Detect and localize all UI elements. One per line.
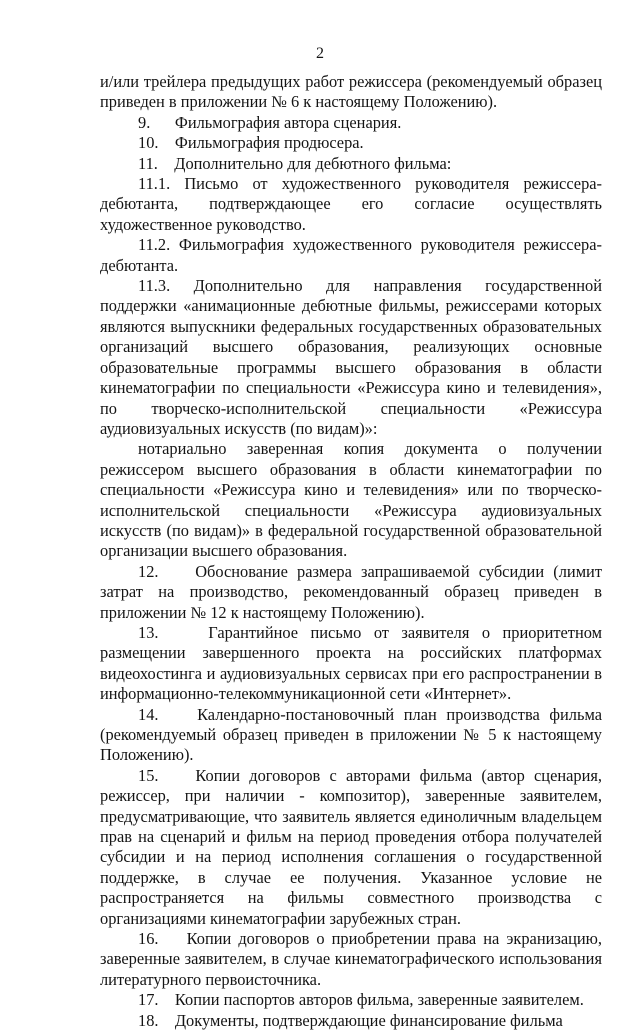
paragraph-item-9: 9. Фильмография автора сценария. bbox=[138, 112, 402, 132]
paragraph-item-10: 10. Фильмография продюсера. bbox=[138, 133, 364, 153]
paragraph-item-18: 18. Документы, подтверждающие финансирование фильма bbox=[138, 1010, 563, 1030]
paragraph-item-11-1: 11.1. Письмо от художественного руководителя режиссера-дебютанта, подтверждающее его согласие осуществлять художественное руководство. bbox=[100, 174, 602, 234]
paragraph-item-12: 12. Обоснование размера запрашиваемой субсидии (лимит затрат на производство, рекомендованный образец приведен в приложении № 12 к настоящему Положению). bbox=[100, 561, 602, 622]
paragraph-item-11-3: 11.3. Дополнительно для направления государственной поддержки «анимационные дебютные фильмы, режиссерами которых являются выпускники федеральных государственных образовательных организаций высшего образования, реализующих основные образовательные программы высшего образования в области кинематографии по специальности «Режиссура кино и телевидения», по творческо-исполнительской специальности «Режиссура аудиовизуальных искусств (по видам)»: bbox=[100, 276, 602, 438]
paragraph-item-11: 11. Дополнительно для дебютного фильма: bbox=[138, 153, 452, 173]
paragraph-item-16: 16. Копии договоров о приобретении права на экранизацию, заверенные заявителем, в случае кинематографического использования литературного первоисточника. bbox=[100, 929, 602, 989]
paragraph-item-15: 15. Копии договоров с авторами фильма (автор сценария, режиссер, при наличии - композитор), заверенные заявителем, предусматривающие, что заявитель является единоличным владельцем прав на сценарий и фильм на период проведения отбора получателей субсидии и на период исполнения соглашения о государственной поддержке, в случае ее получения. Указанное условие не распространяется на фильмы совместного производства с организациями кинематографии зарубежных стран. bbox=[100, 765, 602, 928]
paragraph-item-13: 13. Гарантийное письмо от заявителя о приоритетном размещении завершенного проекта на российских платформах видеохостинга и аудиовизуальных сервисах при его распространении в информационно-телекоммуникационной сети «Интернет». bbox=[100, 622, 602, 704]
paragraph-item-11-2: 11.2. Фильмография художественного руководителя режиссера-дебютанта. bbox=[100, 235, 602, 275]
page-number: 2 bbox=[316, 45, 324, 62]
document-body bbox=[100, 72, 602, 1031]
paragraph-continuation: и/или трейлера предыдущих работ режиссера (рекомендуемый образец приведен в приложении № 6 к настоящему Положению). bbox=[100, 72, 602, 112]
paragraph-item-14: 14. Календарно-постановочный план производства фильма (рекомендуемый образец приведен в приложении № 5 к настоящему Положению). bbox=[100, 704, 602, 765]
paragraph-item-17: 17. Копии паспортов авторов фильма, заверенные заявителем. bbox=[138, 990, 584, 1010]
paragraph-item-11-3-requirement: нотариально заверенная копия документа о получении режиссером высшего образования в области кинематографии по специальности «Режиссура кино и телевидения» или по творческо-исполнительской специальности «Режиссура аудиовизуальных искусств (по видам)» в федеральной государственной образовательной организации высшего образования. bbox=[100, 439, 602, 561]
